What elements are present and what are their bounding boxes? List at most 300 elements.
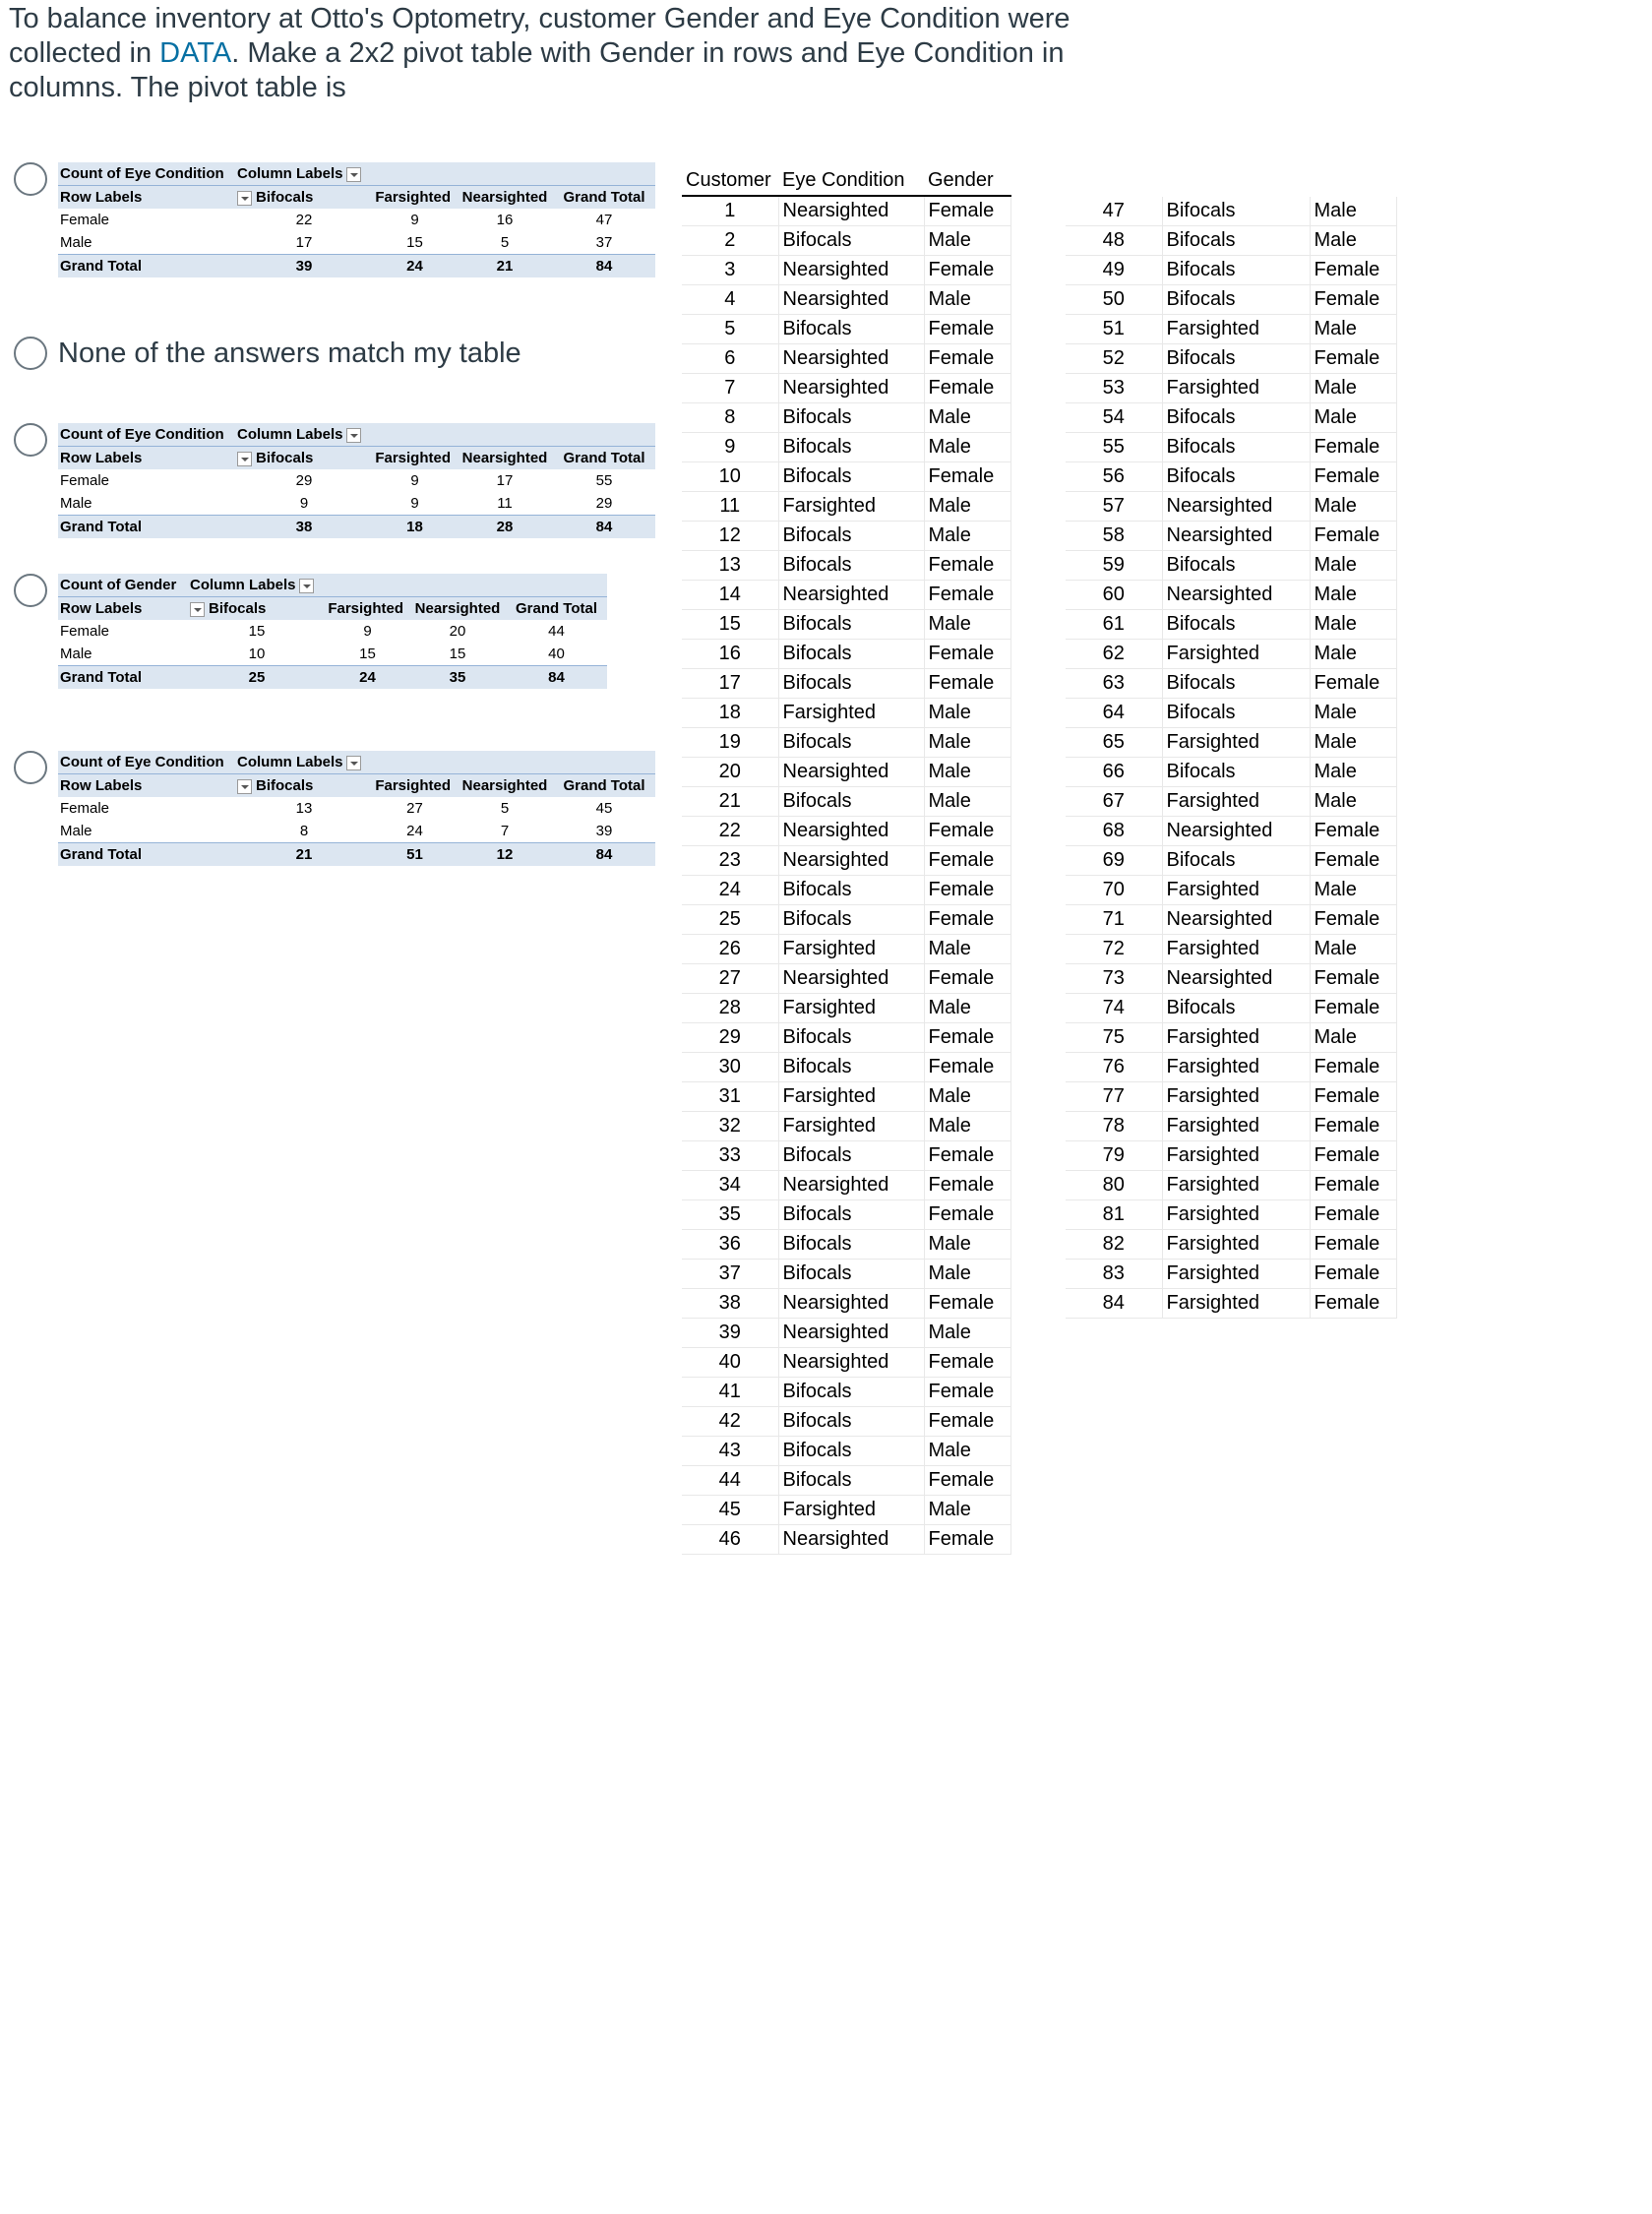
pivot-value-cell: 13 [295,800,313,817]
pivot-title-row [58,751,655,774]
eye-condition-cell: Farsighted [1162,1141,1310,1171]
radio-button-c[interactable] [14,423,47,457]
gender-cell: Female [1310,1230,1396,1260]
gender-cell: Male [924,935,1010,964]
radio-button-d[interactable] [14,574,47,607]
data-row [682,1082,1010,1112]
data-row [682,669,1010,699]
data-row [682,1378,1010,1407]
row-filter-dropdown-icon[interactable] [237,452,252,466]
data-row [682,640,1010,669]
data-row [1066,462,1396,492]
customer-cell: 42 [682,1407,778,1437]
gender-cell: Male [924,699,1010,728]
data-row [682,610,1010,640]
data-row [1066,1082,1396,1112]
gender-cell: Female [1310,1141,1396,1171]
pivot-total-cell: 84 [553,516,655,539]
pivot-value-cell: 5 [500,234,510,251]
customer-cell: 17 [682,669,778,699]
pivot-value-cell: 24 [406,823,423,839]
customer-cell: 32 [682,1112,778,1141]
gender-cell: Female [924,551,1010,581]
pivot-table-c [58,423,655,538]
eye-condition-cell: Bifocals [778,1200,924,1230]
pivot-total-cell: 21 [457,255,553,278]
gender-cell: Male [924,610,1010,640]
gender-cell: Male [1310,728,1396,758]
row-labels-cell [58,186,235,210]
customer-cell: 48 [1066,226,1162,256]
gender-cell: Male [924,1230,1010,1260]
eye-condition-cell: Farsighted [1162,876,1310,905]
eye-condition-cell: Nearsighted [1162,964,1310,994]
row-labels-text: Row Labels [60,777,143,794]
customer-cell: 46 [682,1525,778,1555]
gender-cell: Female [924,1023,1010,1053]
data-row [1066,640,1396,669]
pivot-title-row [58,423,655,447]
data-row [682,1200,1010,1230]
eye-condition-cell: Bifocals [778,226,924,256]
data-row [1066,344,1396,374]
data-row [1066,285,1396,315]
row-filter-dropdown-icon[interactable] [237,191,252,206]
data-row [682,994,1010,1023]
customer-cell: 44 [682,1466,778,1496]
data-row [682,1112,1010,1141]
pivot-total-label: Grand Total [58,255,235,278]
customer-cell: 18 [682,699,778,728]
gender-cell: Female [1310,433,1396,462]
customer-cell: 78 [1066,1112,1162,1141]
eye-condition-cell: Bifocals [1162,344,1310,374]
pivot-data-row [58,643,607,666]
customer-cell: 21 [682,787,778,817]
data-link[interactable]: DATA [159,37,232,69]
customer-cell: 49 [1066,256,1162,285]
data-row [682,492,1010,522]
pivot-row-label: Female [60,800,110,817]
column-labels-text: Column Labels [237,426,343,443]
customer-cell: 10 [682,462,778,492]
pivot-value-cell: 45 [595,800,613,817]
eye-condition-cell: Nearsighted [778,1171,924,1200]
gender-cell: Male [1310,315,1396,344]
data-row [682,964,1010,994]
pivot-total-label: Grand Total [58,843,235,867]
eye-condition-cell: Nearsighted [778,1348,924,1378]
customer-cell: 33 [682,1141,778,1171]
customer-cell: 26 [682,935,778,964]
column-filter-dropdown-icon[interactable] [346,756,361,770]
gender-cell: Male [924,1260,1010,1289]
eye-condition-cell: Bifocals [778,551,924,581]
eye-condition-cell: Nearsighted [778,846,924,876]
customer-cell: 39 [682,1319,778,1348]
data-row [1066,610,1396,640]
customer-cell: 59 [1066,551,1162,581]
gender-cell: Male [924,1319,1010,1348]
pivot-value-cell: 15 [406,234,423,251]
eye-condition-cell: Farsighted [1162,1171,1310,1200]
customer-cell: 24 [682,876,778,905]
data-table-right [1066,197,1397,1319]
column-filter-dropdown-icon[interactable] [299,579,314,593]
header-farsighted: Farsighted [373,774,457,798]
gender-cell: Female [924,817,1010,846]
gender-cell: Female [924,1407,1010,1437]
pivot-value-cell: 9 [410,472,419,489]
pivot-value-cell: 44 [548,623,565,640]
pivot-total-row [58,516,655,539]
data-row [1066,374,1396,403]
eye-condition-cell: Nearsighted [1162,492,1310,522]
pivot-total-cell: 18 [373,516,457,539]
customer-cell: 61 [1066,610,1162,640]
gender-cell: Female [924,876,1010,905]
data-row [682,581,1010,610]
customer-cell: 14 [682,581,778,610]
gender-cell: Female [1310,1082,1396,1112]
pivot-total-cell: 25 [188,666,326,690]
data-row [1066,522,1396,551]
customer-cell: 22 [682,817,778,846]
header-customer: Customer [682,166,778,196]
customer-cell: 1 [682,196,778,226]
data-row [682,1319,1010,1348]
column-labels-cell[interactable] [188,574,326,597]
eye-condition-cell: Farsighted [1162,1112,1310,1141]
pivot-data-row [58,492,655,516]
gender-cell: Female [924,669,1010,699]
customer-cell: 25 [682,905,778,935]
pivot-value-cell: 17 [295,234,313,251]
pivot-data-row [58,231,655,255]
data-row [1066,876,1396,905]
row-labels-cell [58,774,235,798]
data-row [1066,551,1396,581]
eye-condition-cell: Nearsighted [778,581,924,610]
data-row [1066,1023,1396,1053]
pivot-total-cell: 39 [235,255,373,278]
gender-cell: Male [924,226,1010,256]
gender-cell: Male [924,1112,1010,1141]
customer-cell: 41 [682,1378,778,1407]
data-row [682,433,1010,462]
gender-cell: Male [924,994,1010,1023]
gender-cell: Male [1310,935,1396,964]
gender-cell: Female [924,1053,1010,1082]
eye-condition-cell: Nearsighted [778,1289,924,1319]
question-before: To balance inventory at Otto's Optometry, customer Gender and Eye Condition were collected in [9,3,1071,69]
gender-cell: Female [1310,1053,1396,1082]
gender-cell: Male [924,285,1010,315]
data-row [1066,935,1396,964]
gender-cell: Male [1310,551,1396,581]
pivot-total-cell: 12 [457,843,553,867]
eye-condition-cell: Bifocals [778,1260,924,1289]
customer-cell: 72 [1066,935,1162,964]
data-row [682,846,1010,876]
column-labels-cell[interactable] [235,423,373,447]
gender-cell: Male [1310,640,1396,669]
customer-cell: 29 [682,1023,778,1053]
customer-cell: 2 [682,226,778,256]
data-row [1066,994,1396,1023]
pivot-data-row [58,469,655,492]
pivot-value-cell: 10 [248,646,266,662]
data-row [1066,1230,1396,1260]
eye-condition-cell: Nearsighted [778,256,924,285]
data-row [1066,581,1396,610]
eye-condition-cell: Bifocals [778,1230,924,1260]
row-filter-dropdown-icon[interactable] [190,602,205,617]
data-row [1066,669,1396,699]
header-bifocals[interactable] [235,186,373,210]
header-nearsighted: Nearsighted [457,447,553,470]
customer-cell: 80 [1066,1171,1162,1200]
data-row [1066,315,1396,344]
column-labels-cell[interactable] [235,162,373,186]
pivot-total-cell: 21 [235,843,373,867]
gender-cell: Male [924,403,1010,433]
row-labels-text: Row Labels [60,600,143,617]
pivot-row-label: Female [60,472,110,489]
data-row [1066,1200,1396,1230]
header-nearsighted: Nearsighted [457,774,553,798]
gender-cell: Male [1310,197,1396,226]
eye-condition-cell: Bifocals [778,522,924,551]
gender-cell: Male [1310,758,1396,787]
gender-cell: Female [1310,994,1396,1023]
gender-cell: Female [924,196,1010,226]
pivot-table-d [58,574,607,689]
data-row [682,462,1010,492]
gender-cell: Female [1310,669,1396,699]
customer-cell: 23 [682,846,778,876]
data-row [682,1260,1010,1289]
data-row [682,1348,1010,1378]
eye-condition-cell: Farsighted [778,699,924,728]
gender-cell: Female [924,462,1010,492]
radio-button-e[interactable] [14,751,47,784]
data-row [1066,1289,1396,1319]
customer-cell: 67 [1066,787,1162,817]
customer-cell: 38 [682,1289,778,1319]
pivot-table-a [58,162,655,277]
pivot-header-row [58,774,655,798]
gender-cell: Female [924,344,1010,374]
gender-cell: Female [1310,462,1396,492]
data-row [682,1437,1010,1466]
row-labels-cell [58,447,235,470]
eye-condition-cell: Farsighted [1162,787,1310,817]
pivot-value-cell: 55 [595,472,613,489]
data-row [682,551,1010,581]
gender-cell: Female [1310,1171,1396,1200]
pivot-value-cell: 47 [595,212,613,228]
header-farsighted: Farsighted [373,186,457,210]
eye-condition-cell: Bifocals [1162,669,1310,699]
customer-cell: 65 [1066,728,1162,758]
column-labels-text: Column Labels [190,577,296,593]
header-bifocals-text: Bifocals [209,600,267,617]
eye-condition-cell: Bifocals [778,1023,924,1053]
gender-cell: Male [924,1082,1010,1112]
data-row [1066,197,1396,226]
customer-cell: 45 [682,1496,778,1525]
data-row [1066,699,1396,728]
row-labels-text: Row Labels [60,189,143,206]
eye-condition-cell: Bifocals [778,1466,924,1496]
pivot-value-cell: 9 [299,495,309,512]
pivot-value-cell: 15 [449,646,466,662]
column-filter-dropdown-icon[interactable] [346,167,361,182]
customer-cell: 68 [1066,817,1162,846]
data-row [682,935,1010,964]
data-row [682,315,1010,344]
customer-cell: 76 [1066,1053,1162,1082]
gender-cell: Female [924,1141,1010,1171]
customer-cell: 8 [682,403,778,433]
pivot-row-label: Male [60,495,92,512]
header-farsighted: Farsighted [326,597,409,621]
customer-cell: 56 [1066,462,1162,492]
data-row [682,403,1010,433]
eye-condition-cell: Farsighted [1162,1260,1310,1289]
pivot-data-row [58,820,655,843]
pivot-row-label: Male [60,823,92,839]
pivot-measure-label: Count of Eye Condition [58,162,235,186]
pivot-value-cell: 20 [449,623,466,640]
radio-button-a[interactable] [14,162,47,196]
pivot-header-row [58,597,607,621]
pivot-value-cell: 5 [500,800,510,817]
header-grand-total: Grand Total [506,597,607,621]
gender-cell: Female [924,640,1010,669]
gender-cell: Male [924,492,1010,522]
eye-condition-cell: Bifocals [1162,846,1310,876]
data-row [682,1023,1010,1053]
eye-condition-cell: Bifocals [1162,699,1310,728]
data-row [682,256,1010,285]
none-option-label: None of the answers match my table [58,338,521,369]
header-bifocals-text: Bifocals [256,777,314,794]
data-row [1066,846,1396,876]
pivot-total-cell: 35 [409,666,506,690]
customer-cell: 20 [682,758,778,787]
pivot-row-label: Male [60,646,92,662]
eye-condition-cell: Bifocals [778,610,924,640]
column-filter-dropdown-icon[interactable] [346,428,361,443]
header-bifocals-text: Bifocals [256,450,314,466]
gender-cell: Male [1310,787,1396,817]
customer-cell: 50 [1066,285,1162,315]
gender-cell: Female [924,315,1010,344]
header-farsighted: Farsighted [373,447,457,470]
header-eye-condition: Eye Condition [778,166,924,196]
customer-cell: 43 [682,1437,778,1466]
row-labels-text: Row Labels [60,450,143,466]
eye-condition-cell: Bifocals [1162,197,1310,226]
customer-cell: 73 [1066,964,1162,994]
eye-condition-cell: Farsighted [778,994,924,1023]
gender-cell: Female [1310,1112,1396,1141]
header-bifocals[interactable] [235,774,373,798]
customer-cell: 79 [1066,1141,1162,1171]
gender-cell: Female [924,964,1010,994]
eye-condition-cell: Bifocals [1162,285,1310,315]
gender-cell: Female [924,1171,1010,1200]
data-row [682,285,1010,315]
gender-cell: Female [1310,285,1396,315]
gender-cell: Female [1310,344,1396,374]
eye-condition-cell: Farsighted [1162,1230,1310,1260]
row-filter-dropdown-icon[interactable] [237,779,252,794]
eye-condition-cell: Bifocals [778,1437,924,1466]
eye-condition-cell: Farsighted [778,935,924,964]
customer-cell: 37 [682,1260,778,1289]
customer-cell: 35 [682,1200,778,1230]
data-row [1066,492,1396,522]
eye-condition-cell: Bifocals [1162,994,1310,1023]
customer-cell: 81 [1066,1200,1162,1230]
eye-condition-cell: Nearsighted [778,1319,924,1348]
data-row [1066,787,1396,817]
pivot-total-row [58,843,655,867]
eye-condition-cell: Bifocals [1162,403,1310,433]
radio-button-none[interactable] [14,337,47,370]
pivot-value-cell: 11 [497,495,513,512]
eye-condition-cell: Nearsighted [1162,581,1310,610]
pivot-row-label: Male [60,234,92,251]
pivot-value-cell: 37 [595,234,613,251]
eye-condition-cell: Bifocals [778,433,924,462]
data-row [1066,1112,1396,1141]
data-row [682,728,1010,758]
eye-condition-cell: Nearsighted [1162,817,1310,846]
gender-cell: Female [924,581,1010,610]
gender-cell: Male [924,758,1010,787]
gender-cell: Male [1310,226,1396,256]
customer-cell: 74 [1066,994,1162,1023]
eye-condition-cell: Bifocals [1162,433,1310,462]
gender-cell: Male [1310,403,1396,433]
header-nearsighted: Nearsighted [409,597,506,621]
customer-cell: 7 [682,374,778,403]
customer-cell: 64 [1066,699,1162,728]
eye-condition-cell: Bifocals [778,905,924,935]
gender-cell: Female [1310,964,1396,994]
customer-cell: 9 [682,433,778,462]
customer-cell: 55 [1066,433,1162,462]
eye-condition-cell: Nearsighted [778,1525,924,1555]
eye-condition-cell: Bifocals [778,1407,924,1437]
customer-cell: 53 [1066,374,1162,403]
eye-condition-cell: Bifocals [1162,462,1310,492]
eye-condition-cell: Farsighted [778,1112,924,1141]
pivot-total-label: Grand Total [58,666,188,690]
column-labels-cell[interactable] [235,751,373,774]
customer-cell: 82 [1066,1230,1162,1260]
customer-cell: 4 [682,285,778,315]
eye-condition-cell: Farsighted [778,1082,924,1112]
pivot-value-cell: 15 [248,623,266,640]
header-bifocals[interactable] [188,597,326,621]
header-bifocals[interactable] [235,447,373,470]
eye-condition-cell: Nearsighted [1162,522,1310,551]
